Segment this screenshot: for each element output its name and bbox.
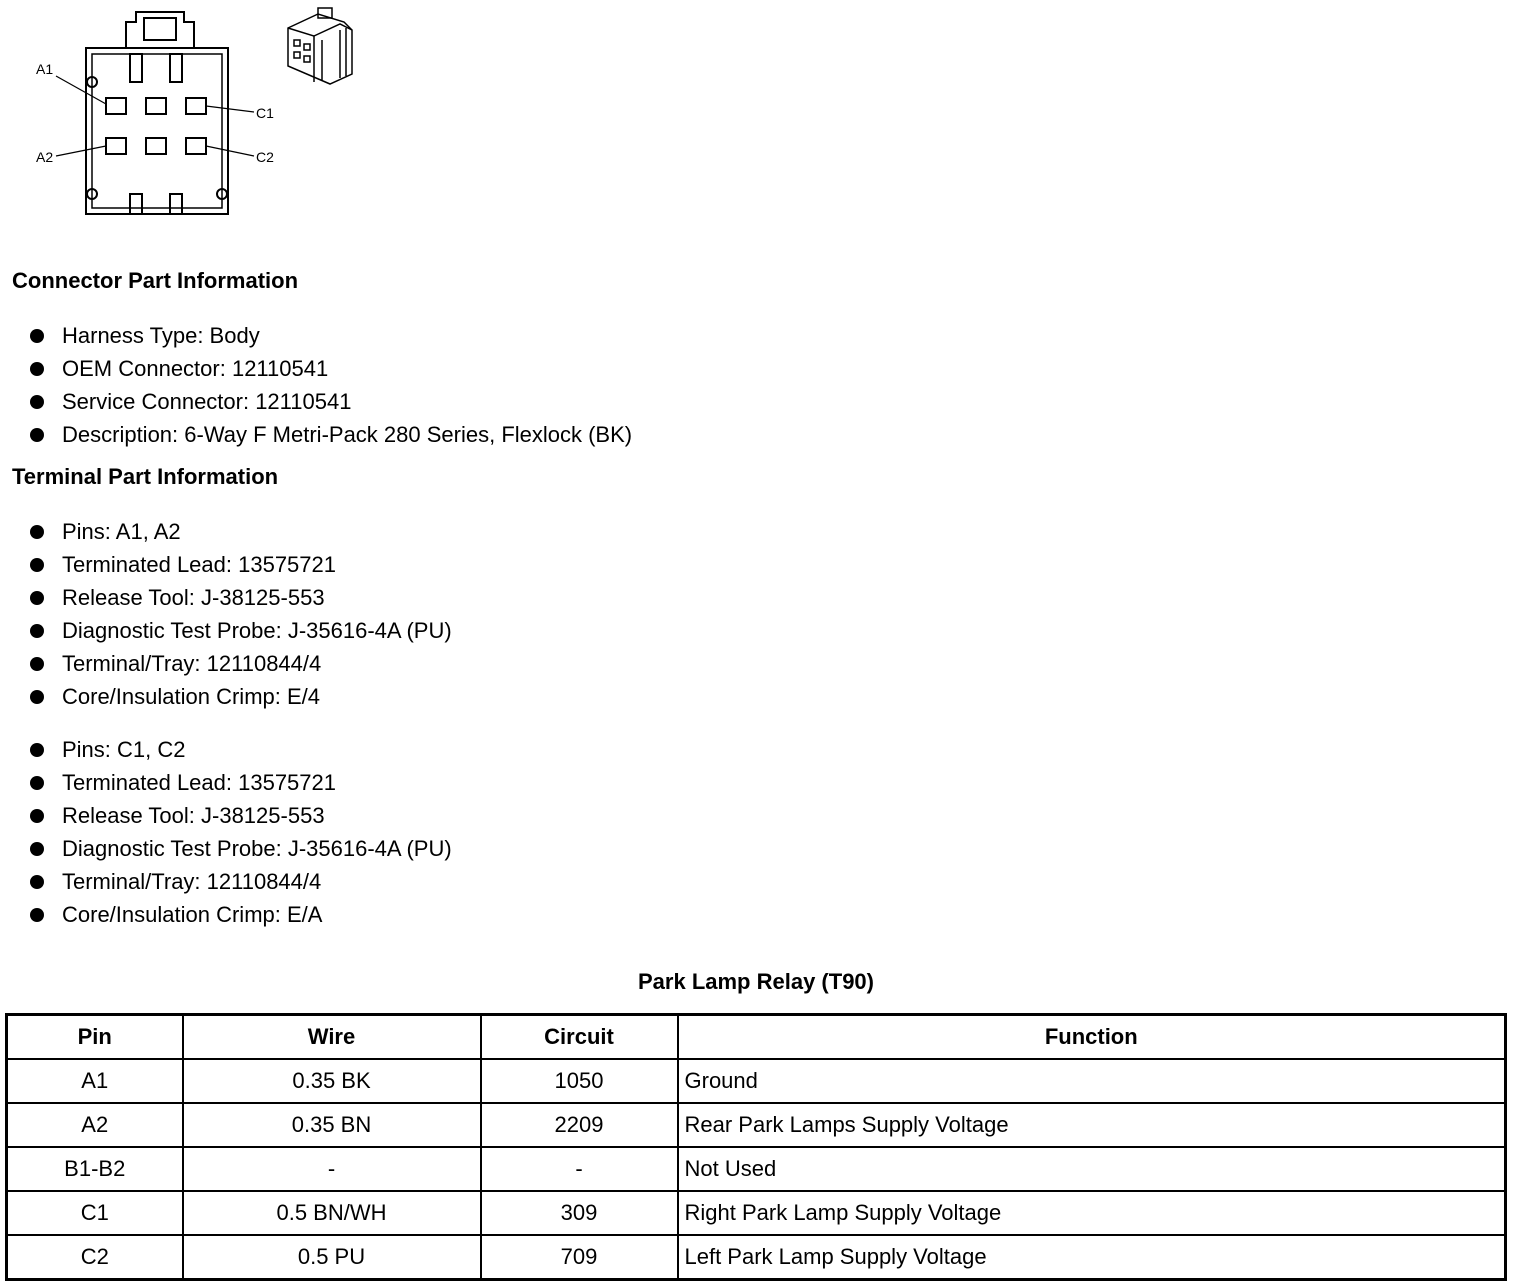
list-item: Core/Insulation Crimp: E/A [28, 898, 452, 931]
list-item: Description: 6-Way F Metri-Pack 280 Series, Flexlock (BK) [28, 418, 632, 451]
terminal-info-list-a [28, 515, 452, 713]
list-item: Terminal/Tray: 12110844/4 [28, 647, 452, 680]
cell-circuit: 2209 [481, 1103, 678, 1147]
bullet-icon [30, 428, 44, 442]
bullet-icon [30, 395, 44, 409]
list-item: Terminated Lead: 13575721 [28, 766, 452, 799]
connector-isometric-view [288, 8, 352, 84]
bullet-icon [30, 525, 44, 539]
cell-circuit: 709 [481, 1235, 678, 1280]
cell-pin: C1 [7, 1191, 183, 1235]
cell-wire: - [183, 1147, 481, 1191]
list-item: Pins: C1, C2 [28, 733, 452, 766]
bullet-icon [30, 624, 44, 638]
bullet-icon [30, 690, 44, 704]
bullet-icon [30, 362, 44, 376]
label-a2: A2 [36, 149, 54, 165]
list-item: Diagnostic Test Probe: J-35616-4A (PU) [28, 614, 452, 647]
column-header-function: Function [678, 1015, 1506, 1060]
table-row [7, 1191, 1506, 1235]
pinout-table [5, 1013, 1507, 1281]
connector-diagram [0, 0, 380, 225]
bullet-icon [30, 591, 44, 605]
cell-function: Not Used [678, 1147, 1506, 1191]
bullet-icon [30, 842, 44, 856]
list-item: Diagnostic Test Probe: J-35616-4A (PU) [28, 832, 452, 865]
label-c1: C1 [256, 105, 274, 121]
cell-circuit: 1050 [481, 1059, 678, 1103]
cell-pin: A2 [7, 1103, 183, 1147]
column-header-wire: Wire [183, 1015, 481, 1060]
list-item: Release Tool: J-38125-553 [28, 799, 452, 832]
bullet-icon [30, 776, 44, 790]
cell-function: Right Park Lamp Supply Voltage [678, 1191, 1506, 1235]
list-item: Release Tool: J-38125-553 [28, 581, 452, 614]
terminal-info-title: Terminal Part Information [12, 464, 279, 489]
cavity-b1 [146, 98, 166, 114]
list-item: Service Connector: 12110541 [28, 385, 632, 418]
bullet-icon [30, 558, 44, 572]
cell-pin: A1 [7, 1059, 183, 1103]
cell-circuit: - [481, 1147, 678, 1191]
cell-circuit: 309 [481, 1191, 678, 1235]
cell-pin: C2 [7, 1235, 183, 1280]
table-row [7, 1059, 1506, 1103]
list-item: Harness Type: Body [28, 319, 632, 352]
bullet-icon [30, 875, 44, 889]
bullet-icon [30, 657, 44, 671]
label-a1: A1 [36, 61, 54, 77]
cavity-c2 [186, 138, 206, 154]
label-c2: C2 [256, 149, 274, 165]
terminal-info-list-c [28, 733, 452, 931]
cavity-a2 [106, 138, 126, 154]
bullet-icon [30, 743, 44, 757]
table-row [7, 1147, 1506, 1191]
cell-pin: B1-B2 [7, 1147, 183, 1191]
list-item: Core/Insulation Crimp: E/4 [28, 680, 452, 713]
list-item: Pins: A1, A2 [28, 515, 452, 548]
list-item: OEM Connector: 12110541 [28, 352, 632, 385]
cell-function: Rear Park Lamps Supply Voltage [678, 1103, 1506, 1147]
bullet-icon [30, 809, 44, 823]
column-header-circuit: Circuit [481, 1015, 678, 1060]
list-item: Terminal/Tray: 12110844/4 [28, 865, 452, 898]
table-row [7, 1235, 1506, 1280]
list-item: Terminated Lead: 13575721 [28, 548, 452, 581]
bullet-icon [30, 908, 44, 922]
column-header-pin: Pin [7, 1015, 183, 1060]
connector-info-list [28, 319, 632, 451]
table-title: Park Lamp Relay (T90) [638, 969, 874, 994]
cavity-b2 [146, 138, 166, 154]
cavity-c1 [186, 98, 206, 114]
connector-face-view [56, 12, 254, 214]
bullet-icon [30, 329, 44, 343]
connector-info-title: Connector Part Information [12, 268, 299, 293]
cell-wire: 0.5 PU [183, 1235, 481, 1280]
cell-wire: 0.5 BN/WH [183, 1191, 481, 1235]
cell-function: Left Park Lamp Supply Voltage [678, 1235, 1506, 1280]
table-row [7, 1103, 1506, 1147]
cell-wire: 0.35 BK [183, 1059, 481, 1103]
cell-wire: 0.35 BN [183, 1103, 481, 1147]
cavity-a1 [106, 98, 126, 114]
cell-function: Ground [678, 1059, 1506, 1103]
table-header-row [7, 1015, 1506, 1060]
